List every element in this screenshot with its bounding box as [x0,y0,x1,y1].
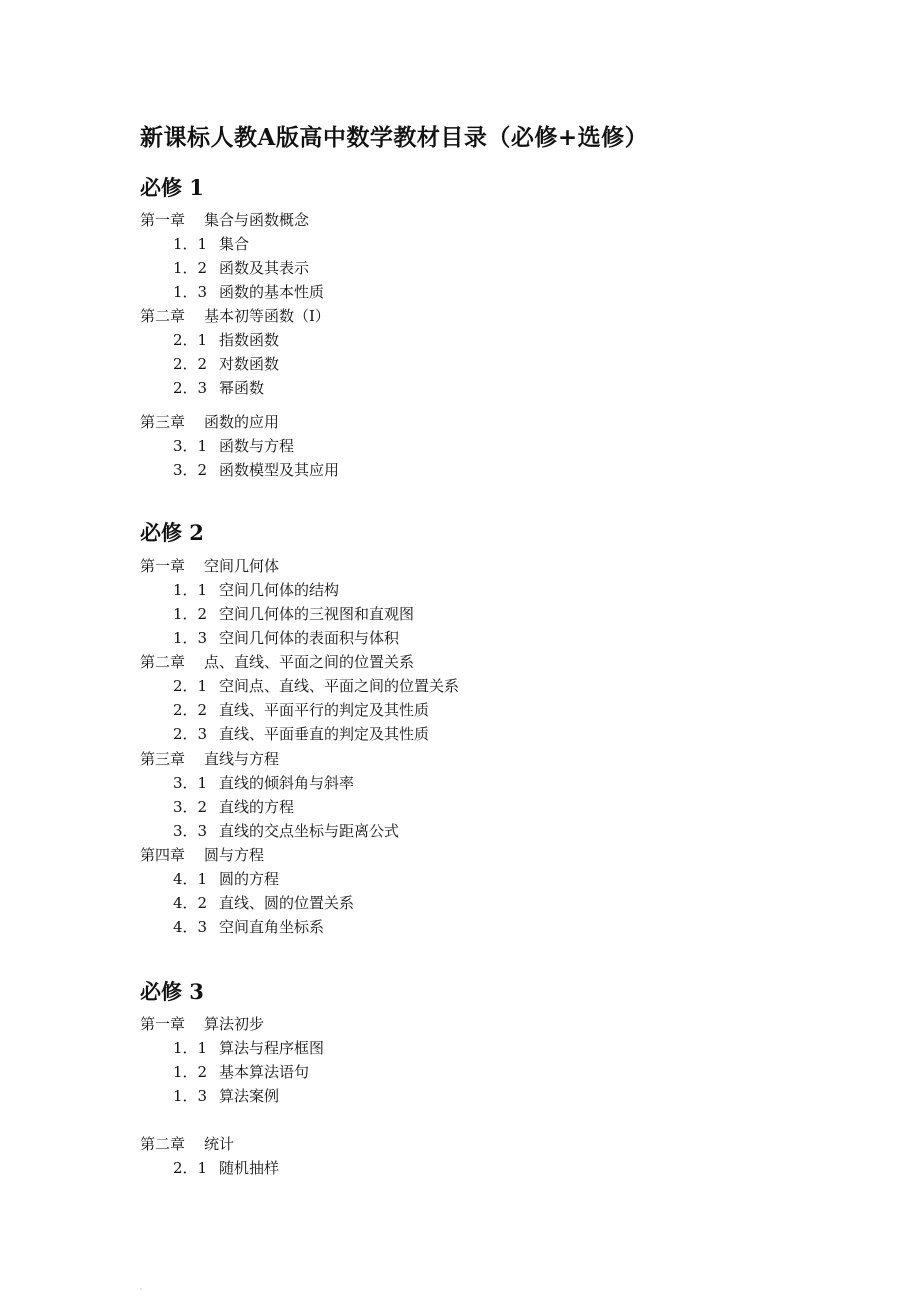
section-item: 3．3 直线的交点坐标与距离公式 [173,822,400,840]
book-heading-2: 必修 2 [140,520,204,545]
section-item: 1．2 基本算法语句 [173,1063,310,1081]
section-item: 4．1 圆的方程 [173,870,280,888]
page-title: 新课标人教A版高中数学教材目录（必修+选修） [140,124,649,151]
section-item: 1．2 空间几何体的三视图和直观图 [173,605,415,623]
chapter-2-1: 第一章 空间几何体 [140,557,280,575]
section-item: 1．3 空间几何体的表面积与体积 [173,629,400,647]
page-corner-mark [140,1288,142,1290]
section-item: 4．3 空间直角坐标系 [173,918,325,936]
section-item: 1．2 函数及其表示 [173,259,310,277]
section-item: 3．1 直线的倾斜角与斜率 [173,774,355,792]
book-heading-1: 必修 1 [140,175,204,200]
chapter-1-1: 第一章 集合与函数概念 [140,211,310,229]
section-item: 3．2 函数模型及其应用 [173,461,340,479]
chapter-3-2: 第二章 统计 [140,1135,235,1153]
chapter-3-1: 第一章 算法初步 [140,1015,265,1033]
chapter-2-4: 第四章 圆与方程 [140,846,265,864]
chapter-1-3: 第三章 函数的应用 [140,413,280,431]
section-item: 1．1 算法与程序框图 [173,1039,325,1057]
chapter-1-2: 第二章 基本初等函数（Ⅰ） [140,307,330,325]
section-item: 1．3 算法案例 [173,1087,280,1105]
chapter-2-3: 第三章 直线与方程 [140,750,280,768]
section-item: 2．1 随机抽样 [173,1159,280,1177]
section-item: 2．1 指数函数 [173,331,280,349]
section-item: 2．2 对数函数 [173,355,280,373]
section-item: 1．1 空间几何体的结构 [173,581,340,599]
section-item: 2．3 幂函数 [173,379,265,397]
chapter-2-2: 第二章 点、直线、平面之间的位置关系 [140,653,415,671]
book-heading-3: 必修 3 [140,979,204,1004]
section-item: 3．2 直线的方程 [173,798,295,816]
section-item: 2．3 直线、平面垂直的判定及其性质 [173,725,430,743]
section-item: 2．1 空间点、直线、平面之间的位置关系 [173,677,460,695]
section-item: 3．1 函数与方程 [173,437,295,455]
section-item: 4．2 直线、圆的位置关系 [173,894,355,912]
section-item: 1．1 集合 [173,235,250,253]
section-item: 2．2 直线、平面平行的判定及其性质 [173,701,430,719]
section-item: 1．3 函数的基本性质 [173,283,325,301]
